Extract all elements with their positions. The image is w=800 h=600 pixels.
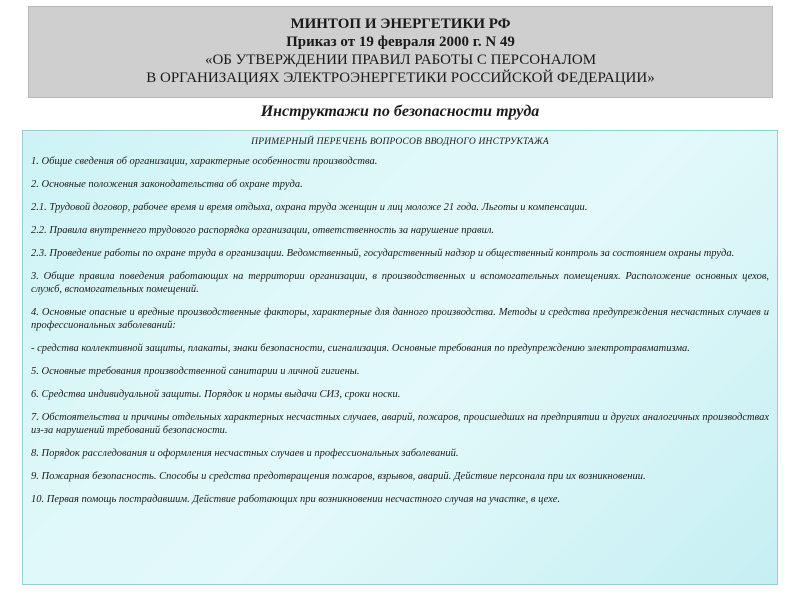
order-reference: Приказ от 19 февраля 2000 г. N 49 [286, 34, 515, 50]
list-item: 7. Обстоятельства и причины отдельных характерных несчастных случаев, аварий, пожаров, происшедших на предприятии и других аналогичных производствах из-за нарушений требований безопасности. [31, 412, 769, 436]
list-item: 2.2. Правила внутреннего трудового распорядка организации, ответственность за нарушение правил. [31, 225, 495, 236]
list-item: - средства коллективной защиты, плакаты, знаки безопасности, сигнализация. Основные требования по предупреждению электротравматизма. [31, 343, 690, 354]
list-item: 3. Общие правила поведения работающих на территории организации, в производственных и вспомогательных помещениях. Расположение основных цехов, служб, вспомогательных помещений. [31, 271, 769, 295]
section-subtitle: Инструктажи по безопасности труда [260, 103, 540, 120]
list-item: 4. Основные опасные и вредные производственные факторы, характерные для данного производства. Методы и средства предупреждения несчастных случаев и профессиональных заболеваний: [31, 307, 769, 331]
list-item: 5. Основные требования производственной санитарии и личной гигиены. [31, 366, 360, 377]
list-item: 2.1. Трудовой договор, рабочее время и время отдыха, охрана труда женщин и лиц моложе 21 года. Льготы и компенсации. [31, 202, 588, 213]
panel-title: ПРИМЕРНЫЙ ПЕРЕЧЕНЬ ВОПРОСОВ ВВОДНОГО ИНСТРУКТАЖА [251, 137, 549, 147]
order-title-line-1: «ОБ УТВЕРЖДЕНИИ ПРАВИЛ РАБОТЫ С ПЕРСОНАЛОМ [204, 52, 597, 68]
ministry-title: МИНТОП И ЭНЕРГЕТИКИ РФ [290, 16, 511, 32]
list-item: 1. Общие сведения об организации, характерные особенности производства. [31, 156, 378, 167]
list-item: 9. Пожарная безопасность. Способы и средства предотвращения пожаров, взрывов, аварий. Действие персонала при их возникновении. [31, 471, 646, 482]
order-title-line-2: В ОРГАНИЗАЦИЯХ ЭЛЕКТРОЭНЕРГЕТИКИ РОССИЙСКОЙ ФЕДЕРАЦИИ» [146, 70, 655, 86]
list-item: 2. Основные положения законодательства об охране труда. [31, 179, 303, 190]
list-item: 10. Первая помощь пострадавшим. Действие работающих при возникновении несчастного случая на участке, в цехе. [31, 494, 561, 505]
list-item: 8. Порядок расследования и оформления несчастных случаев и профессиональных заболеваний. [31, 448, 459, 459]
instruction-panel [22, 130, 778, 585]
list-item: 6. Средства индивидуальной защиты. Порядок и нормы выдачи СИЗ, сроки носки. [31, 389, 401, 400]
list-item: 2.3. Проведение работы по охране труда в организации. Ведомственный, государственный надзор и общественный контроль за состоянием охраны труда. [31, 248, 735, 259]
document-header [28, 6, 773, 98]
